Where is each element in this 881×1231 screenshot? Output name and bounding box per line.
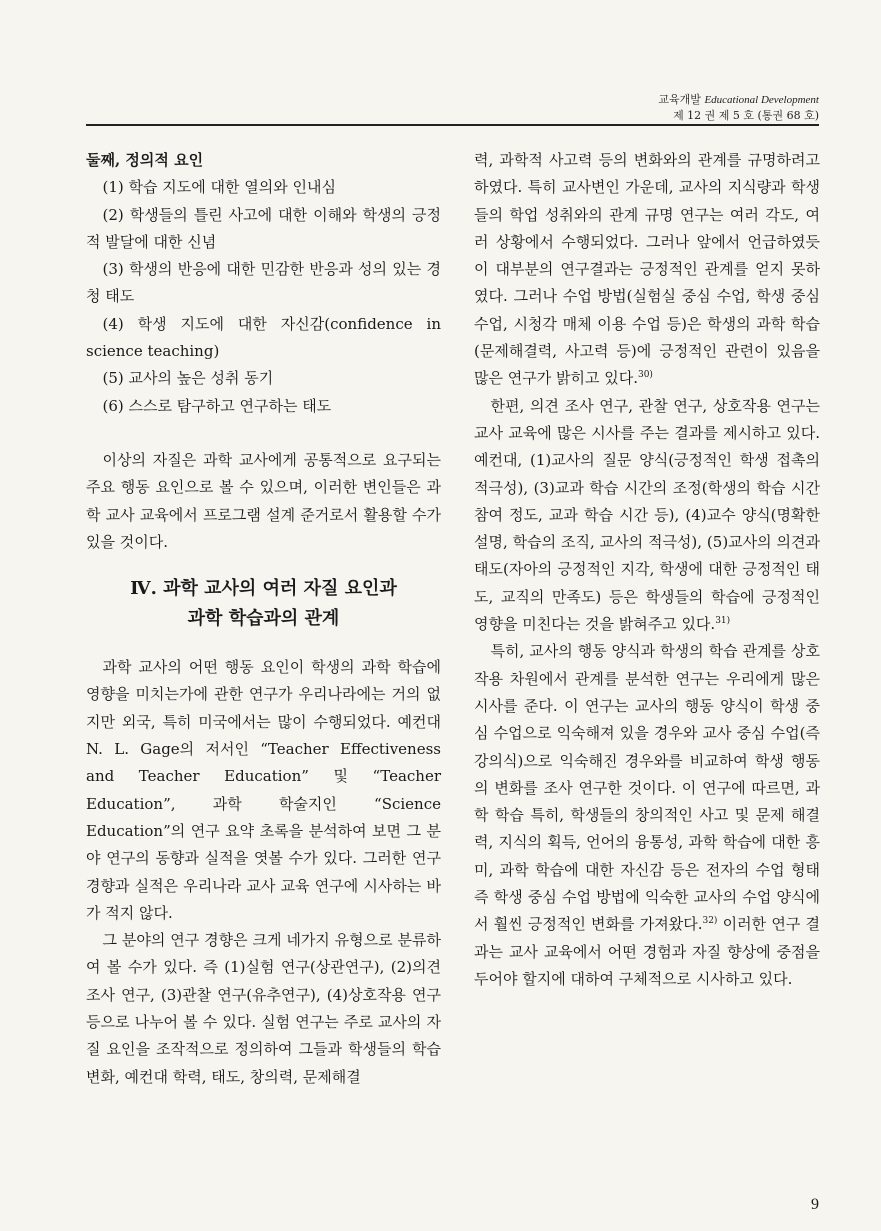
paragraph-text: 이러한 연구 결과는 교사 교육에서 어떤 경험과 자질 향상에 중점을 두어야 할지에 대하여 구체적으로 시사하고 있다. bbox=[474, 915, 821, 988]
paragraph-text: 특히, 교사의 행동 양식과 학생의 학습 관계를 상호작용 차원에서 관계를 분석한 연구는 우리에게 많은 시사를 준다. 이 연구는 교사의 행동 양식이 학생 중심 수업으로 익숙해져 있을 경우와 교사 중심 수업(즉 강의식)으로 익숙해진 경우와를 비교하여 학생 행동의 변화를 조사 연구한 것이다. 이 연구에 따르면, 과학 학습 특히, 학생들의 창의적인 사고 및 문제 해결력, 지식의 획득, 언어의 융통성, 과학 학습에 대한 흥미, 과학 학습에 대한 자신감 등은 전자의 수업 형태 즉 학생 중심 수업 방법에 익숙한 교사의 수업 양식에서 훨씬 긍정적인 변화를 가져왔다. bbox=[474, 642, 820, 934]
section-title bbox=[86, 574, 441, 634]
footnote-ref: 32) bbox=[702, 916, 718, 927]
footnote-ref: 31) bbox=[715, 616, 731, 627]
paragraph: 이상의 자질은 과학 교사에게 공통적으로 요구되는 주요 행동 요인으로 볼 수 있으며, 이러한 변인들은 과학 교사 교육에서 프로그램 설계 준거로서 활용할 수가 있을 것이다. bbox=[86, 450, 441, 551]
paragraph bbox=[474, 393, 820, 639]
list-item: (2) 학생들의 틀린 사고에 대한 이해와 학생의 긍정적 발달에 대한 신념 bbox=[86, 205, 441, 251]
paragraph-text: 한편, 의견 조사 연구, 관찰 연구, 상호작용 연구는 교사 교육에 많은 시사를 주는 결과를 제시하고 있다. 예컨대, (1)교사의 질문 양식(긍정적인 학생 접촉의 적극성), (3)교과 학습 시간의 조정(학생의 학습 시간 참여 정도, 교과 학습 시간 등), (4)교수 양식(명확한 설명, 학습의 조직, 교사의 적극성), (5)교사의 의견과 태도(자아의 긍정적인 지각, 학생에 대한 긍정적인 태도, 교직의 만족도) 등은 학생들의 학습에 긍정적인 영향을 미친다는 것을 밝혀주고 있다. bbox=[474, 396, 820, 634]
journal-name-en: Educational Development bbox=[704, 94, 819, 106]
running-header bbox=[658, 92, 819, 123]
list-item: (1) 학습 지도에 대한 열의와 인내심 bbox=[102, 178, 336, 197]
paragraph bbox=[474, 147, 820, 393]
section-title-line: Ⅳ. 과학 교사의 여러 자질 요인과 bbox=[130, 578, 397, 600]
page-number: 9 bbox=[811, 1196, 819, 1213]
journal-issue: 제 12 권 제 5 호 (통권 68 호) bbox=[673, 109, 819, 122]
paragraph-text: 력, 과학적 사고력 등의 변화와의 관계를 규명하려고 하였다. 특히 교사변인 가운데, 교사의 지식량과 학생들의 학업 성취와의 관계 규명 연구는 여러 각도, 여러 상황에서 수행되었다. 그러나 앞에서 언급하였듯이 대부분의 연구결과는 긍정적인 관계를 얻지 못하였다. 그러나 수업 방법(실험실 중심 수업, 학생 중심 수업, 시청각 매체 이용 수업 등)은 학생의 과학 학습(문제해결력, 사고력 등)에 긍정적인 관련이 있음을 많은 연구가 밝히고 있다. bbox=[474, 151, 820, 388]
list-item: (6) 스스로 탐구하고 연구하는 태도 bbox=[102, 396, 332, 415]
list-item: (5) 교사의 높은 성취 동기 bbox=[102, 369, 274, 388]
section-title-line: 과학 학습과의 관계 bbox=[187, 608, 340, 630]
right-column bbox=[474, 147, 820, 993]
header-rule bbox=[86, 124, 819, 126]
paragraph: 그 분야의 연구 경향은 크게 네가지 유형으로 분류하여 볼 수가 있다. 즉 (1)실험 연구(상관연구), (2)의견 조사 연구, (3)관찰 연구(유추연구), (4)상호작용 연구 등으로 나누어 볼 수 있다. 실험 연구는 주로 교사의 자질 요인을 조작적으로 정의하여 그들과 학생들의 학습 변화, 예컨대 학력, 태도, 창의력, 문제해결 bbox=[86, 931, 441, 1086]
list-item: (3) 학생의 반응에 대한 민감한 반응과 성의 있는 경청 태도 bbox=[86, 260, 441, 306]
subsection-heading: 둘째, 정의적 요인 bbox=[86, 151, 204, 169]
left-column bbox=[86, 147, 441, 1091]
paragraph: 과학 교사의 어떤 행동 요인이 학생의 과학 학습에 영향을 미치는가에 관한 연구가 우리나라에는 거의 없지만 외국, 특히 미국에서는 많이 수행되었다. 예컨대 N. L. Gage의 저서인 “Teacher Effectiveness and Teacher Education” 및 “Teacher Education”, 과학 학술지인 “Science Education”의 연구 요약 초록을 분석하여 보면 그 분야 연구의 동향과 실적을 엿볼 수가 있다. 그러한 연구 경향과 실적은 우리나라 교사 교육 연구에 시사하는 바가 적지 않다. bbox=[86, 658, 441, 922]
paragraph bbox=[474, 638, 820, 993]
footnote-ref: 30) bbox=[637, 370, 653, 381]
list-item: (4) 학생 지도에 대한 자신감(confidence in science teaching) bbox=[86, 314, 441, 361]
journal-name-ko: 교육개발 bbox=[658, 93, 701, 106]
